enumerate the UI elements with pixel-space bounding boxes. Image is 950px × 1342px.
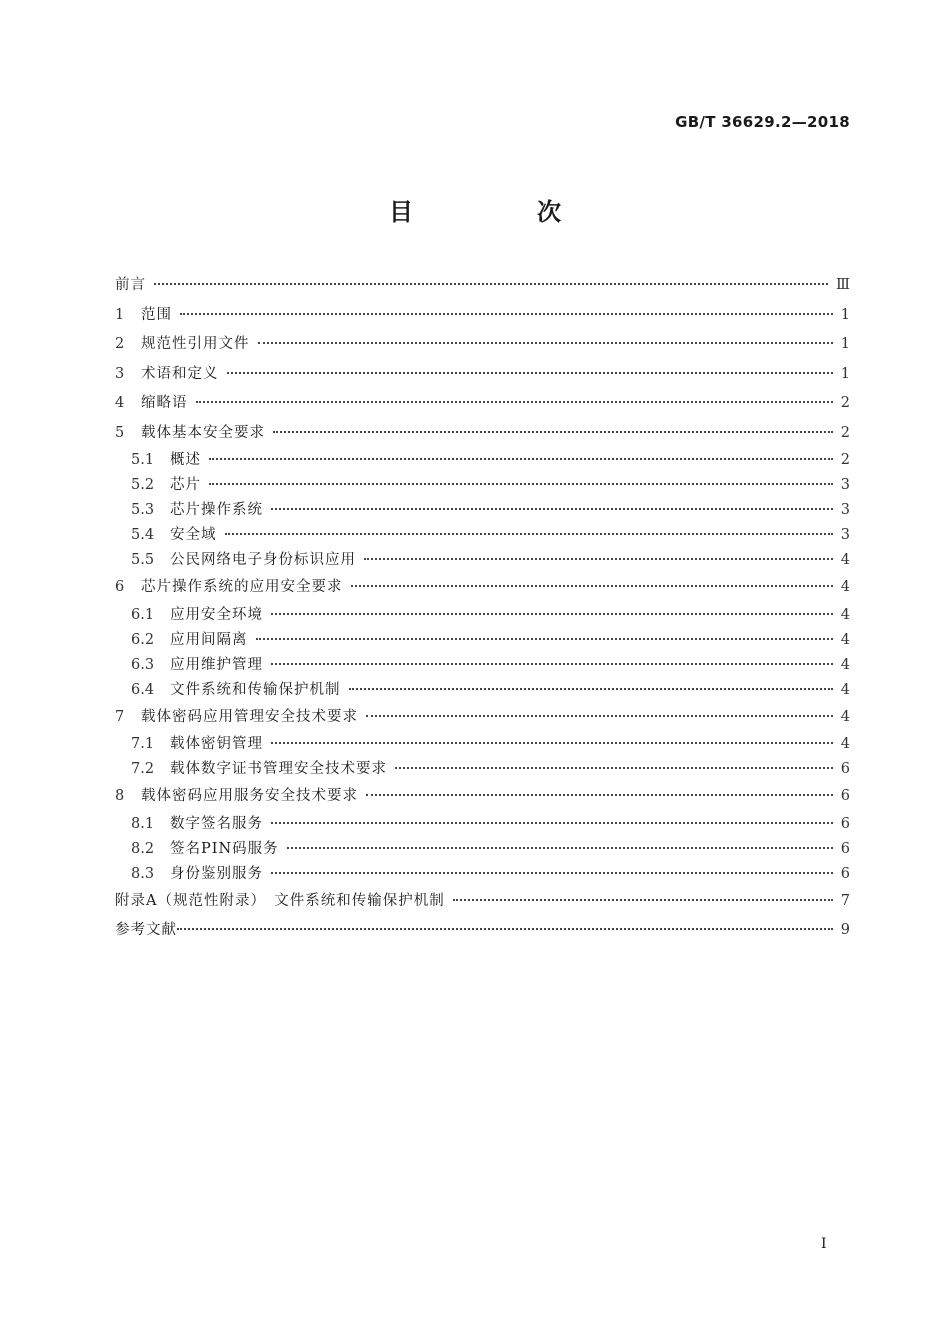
toc-entry-page: 3 xyxy=(840,502,850,518)
toc-dot-leader xyxy=(227,372,833,374)
toc-dot-leader xyxy=(395,767,833,769)
toc-dot-leader xyxy=(271,613,833,615)
toc-entry[interactable] xyxy=(115,812,850,837)
toc-dot-leader xyxy=(225,533,833,535)
toc-dot-leader xyxy=(154,283,828,285)
toc-entry[interactable] xyxy=(115,523,850,548)
toc-entry-label: 范围 xyxy=(141,306,172,323)
toc-entry-number: 6.3 xyxy=(131,656,155,673)
toc-entry-label: 安全域 xyxy=(170,527,217,543)
toc-entry[interactable] xyxy=(115,389,850,419)
toc-entry-page: 1 xyxy=(840,336,850,352)
toc-entry-number: 5.4 xyxy=(131,527,155,543)
toc-entry-number: 1 xyxy=(115,306,125,323)
toc-entry[interactable] xyxy=(115,837,850,862)
toc-dot-leader xyxy=(271,872,833,874)
toc-entry[interactable] xyxy=(115,360,850,390)
toc-dot-leader xyxy=(366,794,833,796)
toc-entry-number: 6 xyxy=(115,579,125,595)
toc-entry-number: 4 xyxy=(115,395,125,411)
toc-entry-number: 7.1 xyxy=(131,736,155,752)
toc-entry[interactable] xyxy=(115,498,850,523)
toc-entry-page: 4 xyxy=(840,552,850,568)
toc-entry-page: 1 xyxy=(840,306,850,323)
toc-entry-number: 7 xyxy=(115,708,125,725)
toc-dot-leader xyxy=(180,313,833,315)
toc-entry-label: 载体数字证书管理安全技术要求 xyxy=(170,761,387,777)
toc-entry-label: 载体密钥管理 xyxy=(170,736,263,752)
toc-dot-leader xyxy=(364,558,833,560)
toc-entry[interactable] xyxy=(115,887,850,917)
toc-entry-page: 7 xyxy=(840,892,850,909)
toc-entry-number: 7.2 xyxy=(131,761,155,777)
toc-dot-leader xyxy=(256,638,833,640)
toc-entry-label: 芯片操作系统的应用安全要求 xyxy=(141,579,343,595)
toc-entry[interactable] xyxy=(115,862,850,887)
toc-dot-leader xyxy=(366,715,833,717)
toc-entry-page: 4 xyxy=(840,736,850,752)
toc-entry-page: 4 xyxy=(840,656,850,673)
toc-entry-label: 签名PIN码服务 xyxy=(170,840,279,857)
toc-dot-leader xyxy=(271,508,833,510)
toc-entry-label: 规范性引用文件 xyxy=(141,336,250,352)
toc-entry-page: 9 xyxy=(840,922,850,938)
toc-dot-leader xyxy=(271,742,833,744)
toc-entry[interactable] xyxy=(115,419,850,449)
toc-entry-page: 2 xyxy=(840,452,850,468)
toc-entry-number: 5.5 xyxy=(131,552,155,568)
toc-title: 目 次 xyxy=(389,198,611,226)
toc-entry-label: 芯片 xyxy=(170,477,201,493)
toc-entry-label: 载体密码应用服务安全技术要求 xyxy=(141,788,358,804)
toc-dot-leader xyxy=(258,342,833,344)
toc-dot-leader xyxy=(273,431,833,433)
toc-entry-page: 6 xyxy=(840,865,850,882)
toc-entry-label: 应用维护管理 xyxy=(170,656,263,673)
toc-entry[interactable] xyxy=(115,330,850,360)
toc-dot-leader xyxy=(271,663,833,665)
toc-entry-page: 3 xyxy=(840,527,850,543)
toc-entry-label: 前言 xyxy=(115,277,146,293)
toc-dot-leader xyxy=(349,688,833,690)
toc-dot-leader xyxy=(271,822,833,824)
toc-entry-page: 6 xyxy=(840,840,850,857)
toc-entry-label: 应用间隔离 xyxy=(170,631,248,648)
toc-dot-leader xyxy=(177,928,833,930)
toc-entry-page: 6 xyxy=(840,788,850,804)
toc-entry-number: 5 xyxy=(115,424,125,441)
toc-entry-page: 4 xyxy=(840,606,850,623)
toc-entry[interactable] xyxy=(115,916,850,946)
toc-entry-page: 4 xyxy=(840,631,850,648)
toc-dot-leader xyxy=(196,401,833,403)
toc-entry-number: 5.3 xyxy=(131,502,155,518)
toc-dot-leader xyxy=(209,458,833,460)
toc-entry-number: 8.3 xyxy=(131,865,155,882)
toc-entry-number: 8.2 xyxy=(131,840,155,857)
toc-entry[interactable] xyxy=(115,473,850,498)
toc-entry[interactable] xyxy=(115,653,850,678)
toc-entry-label: 数字签名服务 xyxy=(170,815,263,832)
toc-entry-page: Ⅲ xyxy=(836,277,850,293)
toc-entry-number: 5.1 xyxy=(131,452,155,468)
toc-entry[interactable] xyxy=(115,271,850,301)
toc-entry-label: 应用安全环境 xyxy=(170,606,263,623)
toc-dot-leader xyxy=(209,483,833,485)
toc-entry[interactable] xyxy=(115,678,850,703)
toc-entry-label: 身份鉴别服务 xyxy=(170,865,263,882)
page-number: Ⅰ xyxy=(821,1236,827,1252)
toc-entry[interactable] xyxy=(115,703,850,733)
toc-entry[interactable] xyxy=(115,301,850,331)
toc-entry-label: 载体基本安全要求 xyxy=(141,424,265,441)
toc-entry-label: 术语和定义 xyxy=(141,365,219,382)
toc-dot-leader xyxy=(351,585,833,587)
toc-entry-number: 8 xyxy=(115,788,125,804)
toc-entry-page: 4 xyxy=(840,579,850,595)
toc-entry-number: 6.1 xyxy=(131,606,155,623)
toc-entry-number: 3 xyxy=(115,365,125,382)
toc-entry-page: 6 xyxy=(840,761,850,777)
table-of-contents xyxy=(115,271,850,946)
toc-entry-label: 载体密码应用管理安全技术要求 xyxy=(141,708,358,725)
toc-entry-page: 6 xyxy=(840,815,850,832)
toc-entry-number: 8.1 xyxy=(131,815,155,832)
toc-entry-label: 缩略语 xyxy=(141,395,188,411)
toc-entry-label: 概述 xyxy=(170,452,201,468)
toc-entry-page: 1 xyxy=(840,365,850,382)
toc-dot-leader xyxy=(287,847,833,849)
toc-entry[interactable] xyxy=(115,782,850,812)
toc-entry-number: 6.2 xyxy=(131,631,155,648)
toc-entry[interactable] xyxy=(115,757,850,782)
toc-entry-label: 芯片操作系统 xyxy=(170,502,263,518)
toc-entry-page: 2 xyxy=(840,395,850,411)
toc-entry-number: 5.2 xyxy=(131,477,155,493)
toc-entry[interactable] xyxy=(115,573,850,603)
toc-entry[interactable] xyxy=(115,732,850,757)
toc-entry-number: 6.4 xyxy=(131,681,155,698)
toc-entry-label: 文件系统和传输保护机制 xyxy=(170,681,341,698)
toc-entry-label: 公民网络电子身份标识应用 xyxy=(170,552,356,568)
toc-entry[interactable] xyxy=(115,628,850,653)
toc-entry-label: 参考文献 xyxy=(115,922,177,938)
toc-entry-page: 2 xyxy=(840,424,850,441)
toc-dot-leader xyxy=(453,899,833,901)
standard-code: GB/T 36629.2—2018 xyxy=(675,113,850,131)
toc-entry-page: 3 xyxy=(840,477,850,493)
toc-entry-number: 2 xyxy=(115,336,125,352)
toc-entry-label: 附录A（规范性附录） 文件系统和传输保护机制 xyxy=(115,892,445,909)
toc-entry[interactable] xyxy=(115,603,850,628)
toc-entry[interactable] xyxy=(115,448,850,473)
toc-entry-page: 4 xyxy=(840,681,850,698)
toc-entry-page: 4 xyxy=(840,708,850,725)
toc-entry[interactable] xyxy=(115,548,850,573)
